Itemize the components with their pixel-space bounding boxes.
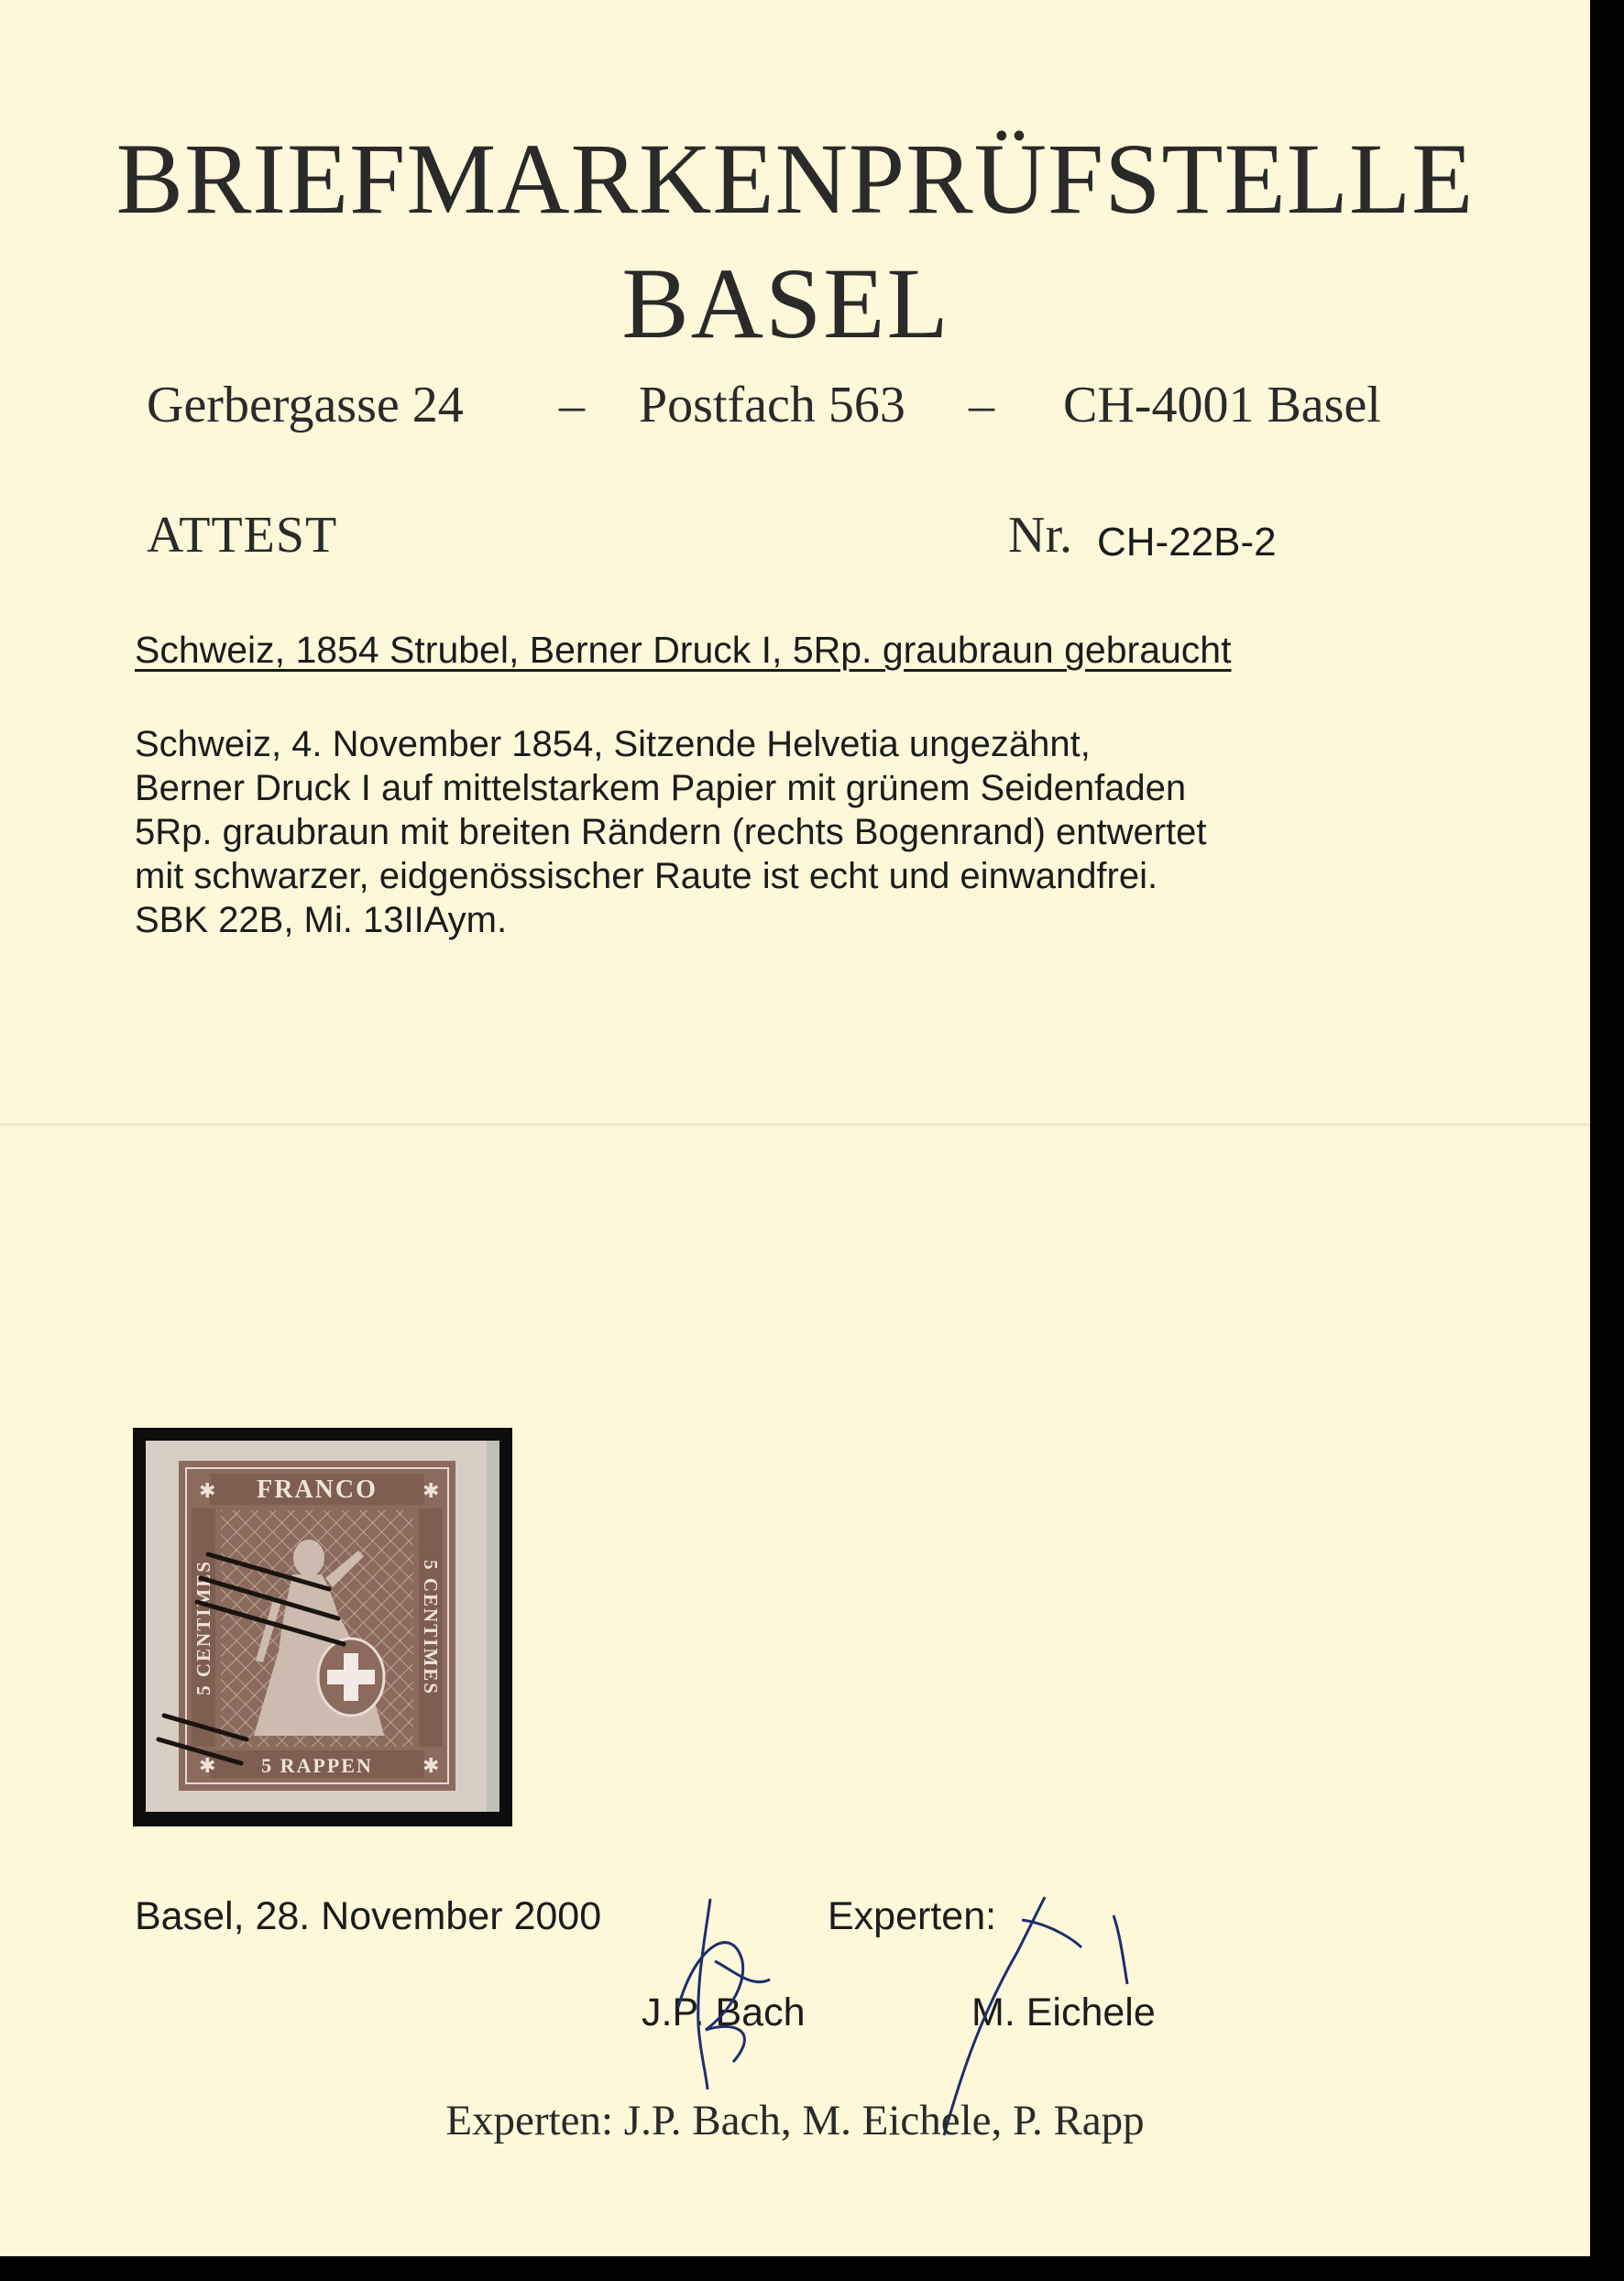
address-separator: – [559,377,585,433]
footer-experts: Experten: J.P. Bach, M. Eichele, P. Rapp [445,2097,1145,2144]
swiss-cross-icon [318,1639,384,1716]
experts-label: Experten: [828,1894,997,1938]
certificate-number-label: Nr. [1008,507,1072,564]
expert-name-bach: J.P. Bach [642,1990,806,2034]
stamp-image [146,1441,499,1812]
address-separator: – [969,377,994,433]
subject-line: Schweiz, 1854 Strubel, Berner Druck I, 5Rp. graubraun gebraucht [135,629,1232,671]
star-icon: ✱ [422,1479,440,1502]
description [135,722,1207,942]
stamp-left-text: 5 CENTIMES [192,1560,214,1695]
certificate-number: CH-22B-2 [1097,520,1277,565]
star-icon: ✱ [199,1754,216,1777]
place-date: Basel, 28. November 2000 [135,1894,602,1938]
paper-fold-line [0,1124,1590,1126]
description-line: Schweiz, 4. November 1854, Sitzende Helvetia ungezähnt, [135,724,1091,764]
expert-name-eichele: M. Eichele [971,1990,1156,2034]
address-street: Gerbergasse 24 [147,377,464,433]
sheet-margin [487,1441,499,1812]
description-line: Berner Druck I auf mittelstarkem Papier mit grünem Seidenfaden [135,768,1187,808]
stamp-bottom-text: 5 RAPPEN [261,1754,373,1777]
issuer-title: BRIEFMARKENPRÜFSTELLE [115,123,1475,235]
description-line: SBK 22B, Mi. 13IIAym. [135,900,508,940]
star-icon: ✱ [199,1479,216,1502]
document-type: ATTEST [147,507,338,564]
description-line: mit schwarzer, eidgenössischer Raute ist echt und einwandfrei. [135,856,1158,896]
stamp-top-text: FRANCO [257,1475,378,1504]
stamp-photo [133,1428,512,1826]
address-po-box: Postfach 563 [639,377,905,433]
address-city: CH-4001 Basel [1063,377,1381,433]
star-icon: ✱ [422,1754,440,1777]
description-line: 5Rp. graubraun mit breiten Rändern (rechts Bogenrand) entwertet [135,812,1207,852]
issuer-city-title: BASEL [621,247,950,359]
stamp-right-text: 5 CENTIMES [420,1560,442,1695]
